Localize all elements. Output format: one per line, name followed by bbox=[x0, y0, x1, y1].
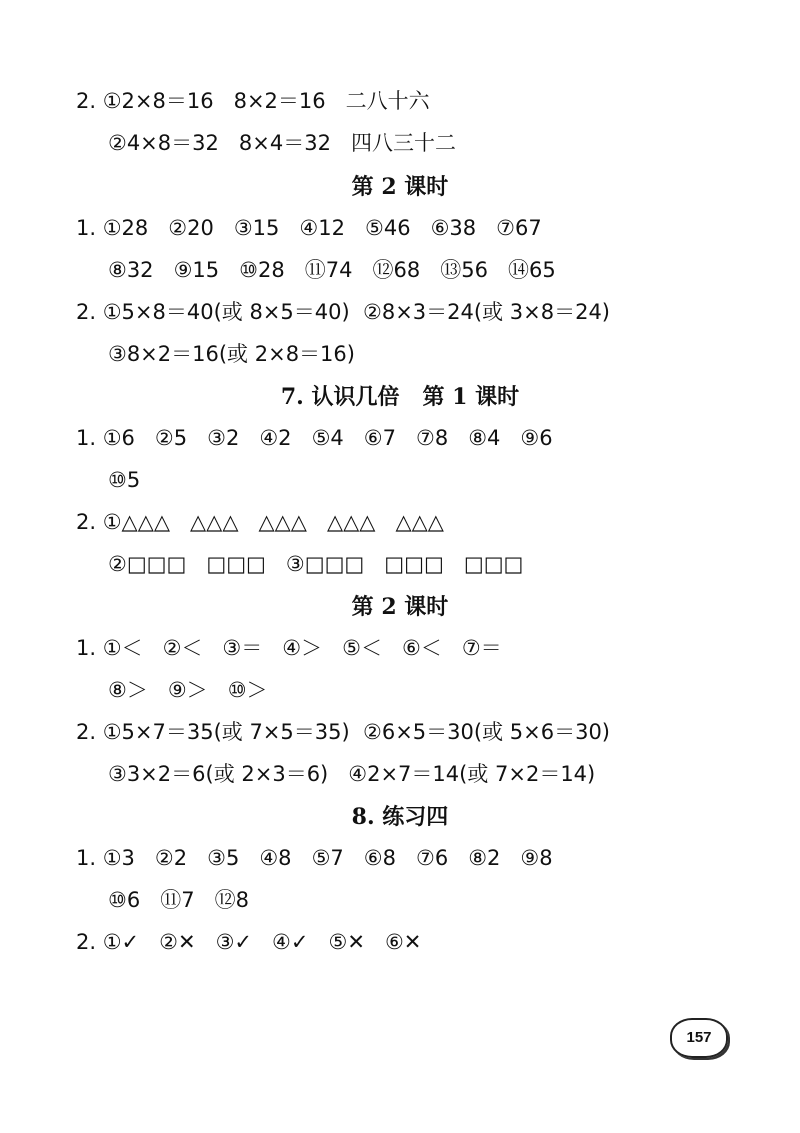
answer-line-5: 2. ①5×8＝40(或 8×5＝40) ②8×3＝24(或 3×8＝24) bbox=[76, 300, 610, 324]
answer-line-9: 2. ①△△△ △△△ △△△ △△△ △△△ bbox=[76, 510, 444, 534]
answer-line-2: ②4×8＝32 8×4＝32 四八三十二 bbox=[108, 131, 456, 155]
answer-line-16: ⑩6 ⑪7 ⑫8 bbox=[108, 888, 249, 912]
answer-line-17: 2. ①✓ ②✕ ③✓ ④✓ ⑤✕ ⑥✕ bbox=[76, 930, 422, 954]
answer-line-3: 1. ①28 ②20 ③15 ④12 ⑤46 ⑥38 ⑦67 bbox=[76, 216, 542, 240]
section-heading: 7. 认识几倍 第 1 课时 bbox=[280, 384, 520, 410]
answer-line-4: ⑧32 ⑨15 ⑩28 ⑪74 ⑫68 ⑬56 ⑭65 bbox=[108, 258, 556, 282]
answer-line-12: ⑧＞ ⑨＞ ⑩＞ bbox=[108, 678, 268, 702]
answer-line-6: ③8×2＝16(或 2×8＝16) bbox=[108, 342, 355, 366]
section-heading: 第 2 课时 bbox=[351, 594, 449, 620]
page-number-badge: 157 bbox=[670, 1018, 728, 1058]
answer-line-14: ③3×2＝6(或 2×3＝6) ④2×7＝14(或 7×2＝14) bbox=[108, 762, 596, 786]
answer-line-13: 2. ①5×7＝35(或 7×5＝35) ②6×5＝30(或 5×6＝30) bbox=[76, 720, 610, 744]
section-heading: 第 2 课时 bbox=[351, 174, 449, 200]
answer-line-7: 1. ①6 ②5 ③2 ④2 ⑤4 ⑥7 ⑦8 ⑧4 ⑨6 bbox=[76, 426, 553, 450]
answer-line-1: 2. ①2×8＝16 8×2＝16 二八十六 bbox=[76, 89, 430, 113]
answer-line-8: ⑩5 bbox=[108, 468, 141, 492]
answer-line-15: 1. ①3 ②2 ③5 ④8 ⑤7 ⑥8 ⑦6 ⑧2 ⑨8 bbox=[76, 846, 553, 870]
section-heading: 8. 练习四 bbox=[351, 804, 449, 830]
answer-line-10: ②□□□ □□□ ③□□□ □□□ □□□ bbox=[108, 552, 524, 576]
answer-line-11: 1. ①＜ ②＜ ③＝ ④＞ ⑤＜ ⑥＜ ⑦＝ bbox=[76, 636, 502, 660]
